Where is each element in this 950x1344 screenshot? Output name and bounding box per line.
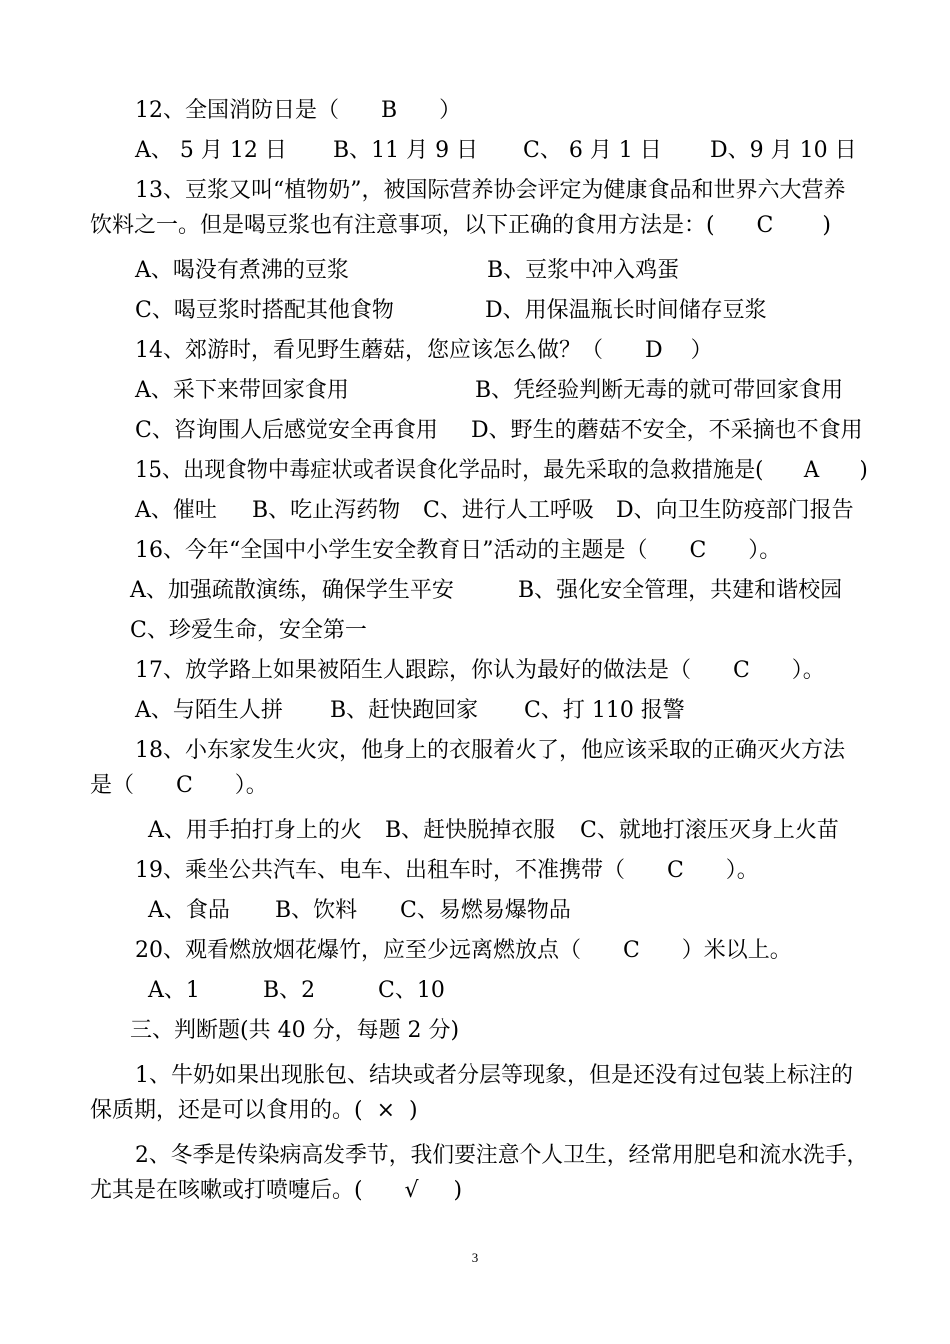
option-a: A、用手拍打身上的火 [148,818,362,843]
option-d: D、用保温瓶长时间储存豆浆 [485,298,767,323]
option-b: B、豆浆中冲入鸡蛋 [487,258,680,283]
option-a: A、加强疏散演练，确保学生平安 [130,578,454,603]
question-15-options [0,496,950,526]
question-20-options [0,976,950,1006]
option-b: B、赶快脱掉衣服 [385,818,556,843]
question-18-stem-line2: 是（ C ）。 [90,773,268,798]
option-c: C、喝豆浆时搭配其他食物 [135,298,394,323]
option-a: A、催吐 [135,498,217,523]
question-15-stem: 15、出现食物中毒症状或者误食化学品时，最先采取的急救措施是( A ) [135,458,868,483]
option-b: B、凭经验判断无毒的就可带回家食用 [475,378,844,403]
question-12-options [0,136,950,166]
question-12-stem: 12、全国消防日是（ B ） [135,98,462,123]
question-13-options-row2 [0,296,950,326]
option-d: D、向卫生防疫部门报告 [616,498,854,523]
judgement-1-line1: 1、牛奶如果出现胀包、结块或者分层等现象，但是还没有过包装上标注的 [135,1063,853,1088]
question-18-stem-line1: 18、小东家发生火灾，他身上的衣服着火了，他应该采取的正确灭火方法 [135,738,845,763]
judgement-1-line2: 保质期，还是可以食用的。( × ) [90,1098,418,1123]
option-c: C、打 110 报警 [524,698,685,723]
option-b: B、赶快跑回家 [330,698,479,723]
question-14-stem: 14、郊游时，看见野生蘑菇，您应该怎么做？（ D ） [135,338,713,363]
option-b: B、饮料 [275,898,358,923]
option-a: A、1 [148,978,200,1003]
section-heading: 三、判断题(共 40 分，每题 2 分) [130,1018,460,1043]
question-14-options-row2 [0,416,950,446]
option-c: C、就地打滚压灭身上火苗 [580,818,839,843]
option-c: C、易燃易爆物品 [400,898,571,923]
option-b: B、吃止泻药物 [252,498,401,523]
question-14-options-row1 [0,376,950,406]
option-c: C、珍爱生命，安全第一 [130,618,367,643]
page-number: 3 [471,1250,479,1265]
question-17-stem: 17、放学路上如果被陌生人跟踪，你认为最好的做法是（ C ）。 [135,658,825,683]
option-b: B、2 [263,978,316,1003]
option-b: B、11 月 9 日 [333,138,479,163]
question-19-stem: 19、乘坐公共汽车、电车、出租车时，不准携带（ C ）。 [135,858,759,883]
option-c: C、 6 月 1 日 [523,138,662,163]
option-b: B、强化安全管理，共建和谐校园 [518,578,843,603]
question-16-options-row1 [0,576,950,606]
option-d: D、9 月 10 日 [710,138,857,163]
option-c: C、10 [378,978,445,1003]
question-13-stem-line2: 饮料之一。但是喝豆浆也有注意事项，以下正确的食用方法是：( C ) [90,213,831,238]
question-16-options-row2 [0,616,950,646]
judgement-2-line1: 2、冬季是传染病高发季节，我们要注意个人卫生，经常用肥皂和流水洗手， [135,1143,869,1168]
question-13-stem-line1: 13、豆浆又叫“植物奶”，被国际营养协会评定为健康食品和世界六大营养 [135,178,846,203]
question-17-options [0,696,950,726]
question-16-stem: 16、今年“全国中小学生安全教育日”活动的主题是（ C ）。 [135,538,782,563]
option-a: A、与陌生人拼 [135,698,283,723]
judgement-2-line2: 尤其是在咳嗽或打喷嚏后。( √ ) [90,1178,463,1203]
question-18-options [0,816,950,846]
option-a: A、喝没有煮沸的豆浆 [135,258,349,283]
option-c: C、咨询围人后感觉安全再食用 [135,418,438,443]
option-a: A、 5 月 12 日 [135,138,287,163]
question-13-options-row1 [0,256,950,286]
question-20-stem: 20、观看燃放烟花爆竹，应至少远离燃放点（ C ）米以上。 [135,938,792,963]
option-c: C、进行人工呼吸 [423,498,594,523]
question-19-options [0,896,950,926]
option-a: A、采下来带回家食用 [135,378,349,403]
option-d: D、野生的蘑菇不安全，不采摘也不食用 [471,418,863,443]
option-a: A、食品 [148,898,230,923]
